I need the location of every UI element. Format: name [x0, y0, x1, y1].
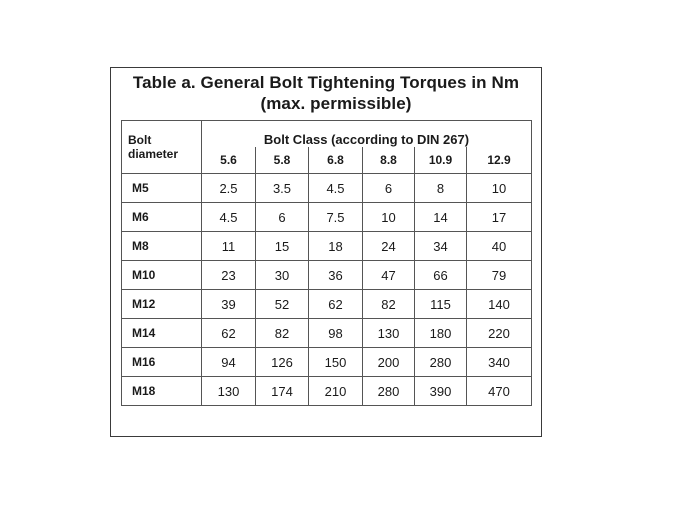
torque-value-cell: 62: [202, 319, 256, 348]
bolt-size-cell: M10: [122, 261, 202, 290]
table-title: [111, 72, 541, 114]
table-row: [122, 348, 532, 377]
title-line-2: (max. permissible): [260, 94, 412, 113]
torque-value-cell: 150: [309, 348, 363, 377]
torque-value-cell: 8: [415, 174, 467, 203]
table-row: [122, 174, 532, 203]
class-header: 5.8: [256, 147, 309, 174]
torque-value-cell: 280: [415, 348, 467, 377]
torque-value-cell: 10: [467, 174, 532, 203]
torque-value-cell: 4.5: [309, 174, 363, 203]
torque-value-cell: 40: [467, 232, 532, 261]
torque-value-cell: 62: [309, 290, 363, 319]
torque-value-cell: 280: [363, 377, 415, 406]
torque-value-cell: 34: [415, 232, 467, 261]
torque-value-cell: 390: [415, 377, 467, 406]
torque-value-cell: 94: [202, 348, 256, 377]
torque-value-cell: 3.5: [256, 174, 309, 203]
bolt-size-cell: M14: [122, 319, 202, 348]
torque-value-cell: 66: [415, 261, 467, 290]
torque-value-cell: 2.5: [202, 174, 256, 203]
table-body: [122, 174, 532, 406]
torque-value-cell: 174: [256, 377, 309, 406]
torque-value-cell: 10: [363, 203, 415, 232]
torque-value-cell: 130: [363, 319, 415, 348]
bolt-diameter-header: [122, 121, 202, 174]
table-row: [122, 377, 532, 406]
torque-value-cell: 79: [467, 261, 532, 290]
torque-value-cell: 15: [256, 232, 309, 261]
torque-value-cell: 24: [363, 232, 415, 261]
bolt-size-cell: M8: [122, 232, 202, 261]
torque-value-cell: 39: [202, 290, 256, 319]
torque-value-cell: 200: [363, 348, 415, 377]
class-header: 5.6: [202, 147, 256, 174]
bolt-header-line-1: Bolt: [128, 133, 152, 147]
torque-value-cell: 210: [309, 377, 363, 406]
bolt-class-group-header: Bolt Class (according to DIN 267): [202, 121, 532, 148]
torque-value-cell: 82: [256, 319, 309, 348]
torque-value-cell: 36: [309, 261, 363, 290]
table-row: [122, 261, 532, 290]
torque-value-cell: 98: [309, 319, 363, 348]
torque-value-cell: 140: [467, 290, 532, 319]
torque-value-cell: 130: [202, 377, 256, 406]
torque-value-cell: 30: [256, 261, 309, 290]
torque-value-cell: 47: [363, 261, 415, 290]
bolt-size-cell: M12: [122, 290, 202, 319]
bolt-size-cell: M16: [122, 348, 202, 377]
torque-value-cell: 180: [415, 319, 467, 348]
title-line-1: Table a. General Bolt Tightening Torques in Nm: [132, 73, 520, 92]
table-row: [122, 319, 532, 348]
bolt-size-cell: M6: [122, 203, 202, 232]
class-header: 8.8: [363, 147, 415, 174]
class-header: 12.9: [467, 147, 532, 174]
bolt-header-line-2: diameter: [128, 147, 179, 161]
torque-value-cell: 220: [467, 319, 532, 348]
torque-value-cell: 340: [467, 348, 532, 377]
document-frame: [110, 67, 542, 437]
torque-value-cell: 126: [256, 348, 309, 377]
bolt-size-cell: M18: [122, 377, 202, 406]
torque-value-cell: 4.5: [202, 203, 256, 232]
torque-value-cell: 82: [363, 290, 415, 319]
class-header: 10.9: [415, 147, 467, 174]
torque-value-cell: 18: [309, 232, 363, 261]
torque-value-cell: 6: [363, 174, 415, 203]
torque-value-cell: 52: [256, 290, 309, 319]
table-row: [122, 203, 532, 232]
table-row: [122, 232, 532, 261]
bolt-size-cell: M5: [122, 174, 202, 203]
class-header: 6.8: [309, 147, 363, 174]
torque-value-cell: 23: [202, 261, 256, 290]
table-row: [122, 290, 532, 319]
torque-value-cell: 17: [467, 203, 532, 232]
torque-value-cell: 11: [202, 232, 256, 261]
torque-table: [121, 120, 532, 406]
torque-value-cell: 7.5: [309, 203, 363, 232]
torque-value-cell: 470: [467, 377, 532, 406]
torque-value-cell: 14: [415, 203, 467, 232]
torque-value-cell: 115: [415, 290, 467, 319]
torque-value-cell: 6: [256, 203, 309, 232]
